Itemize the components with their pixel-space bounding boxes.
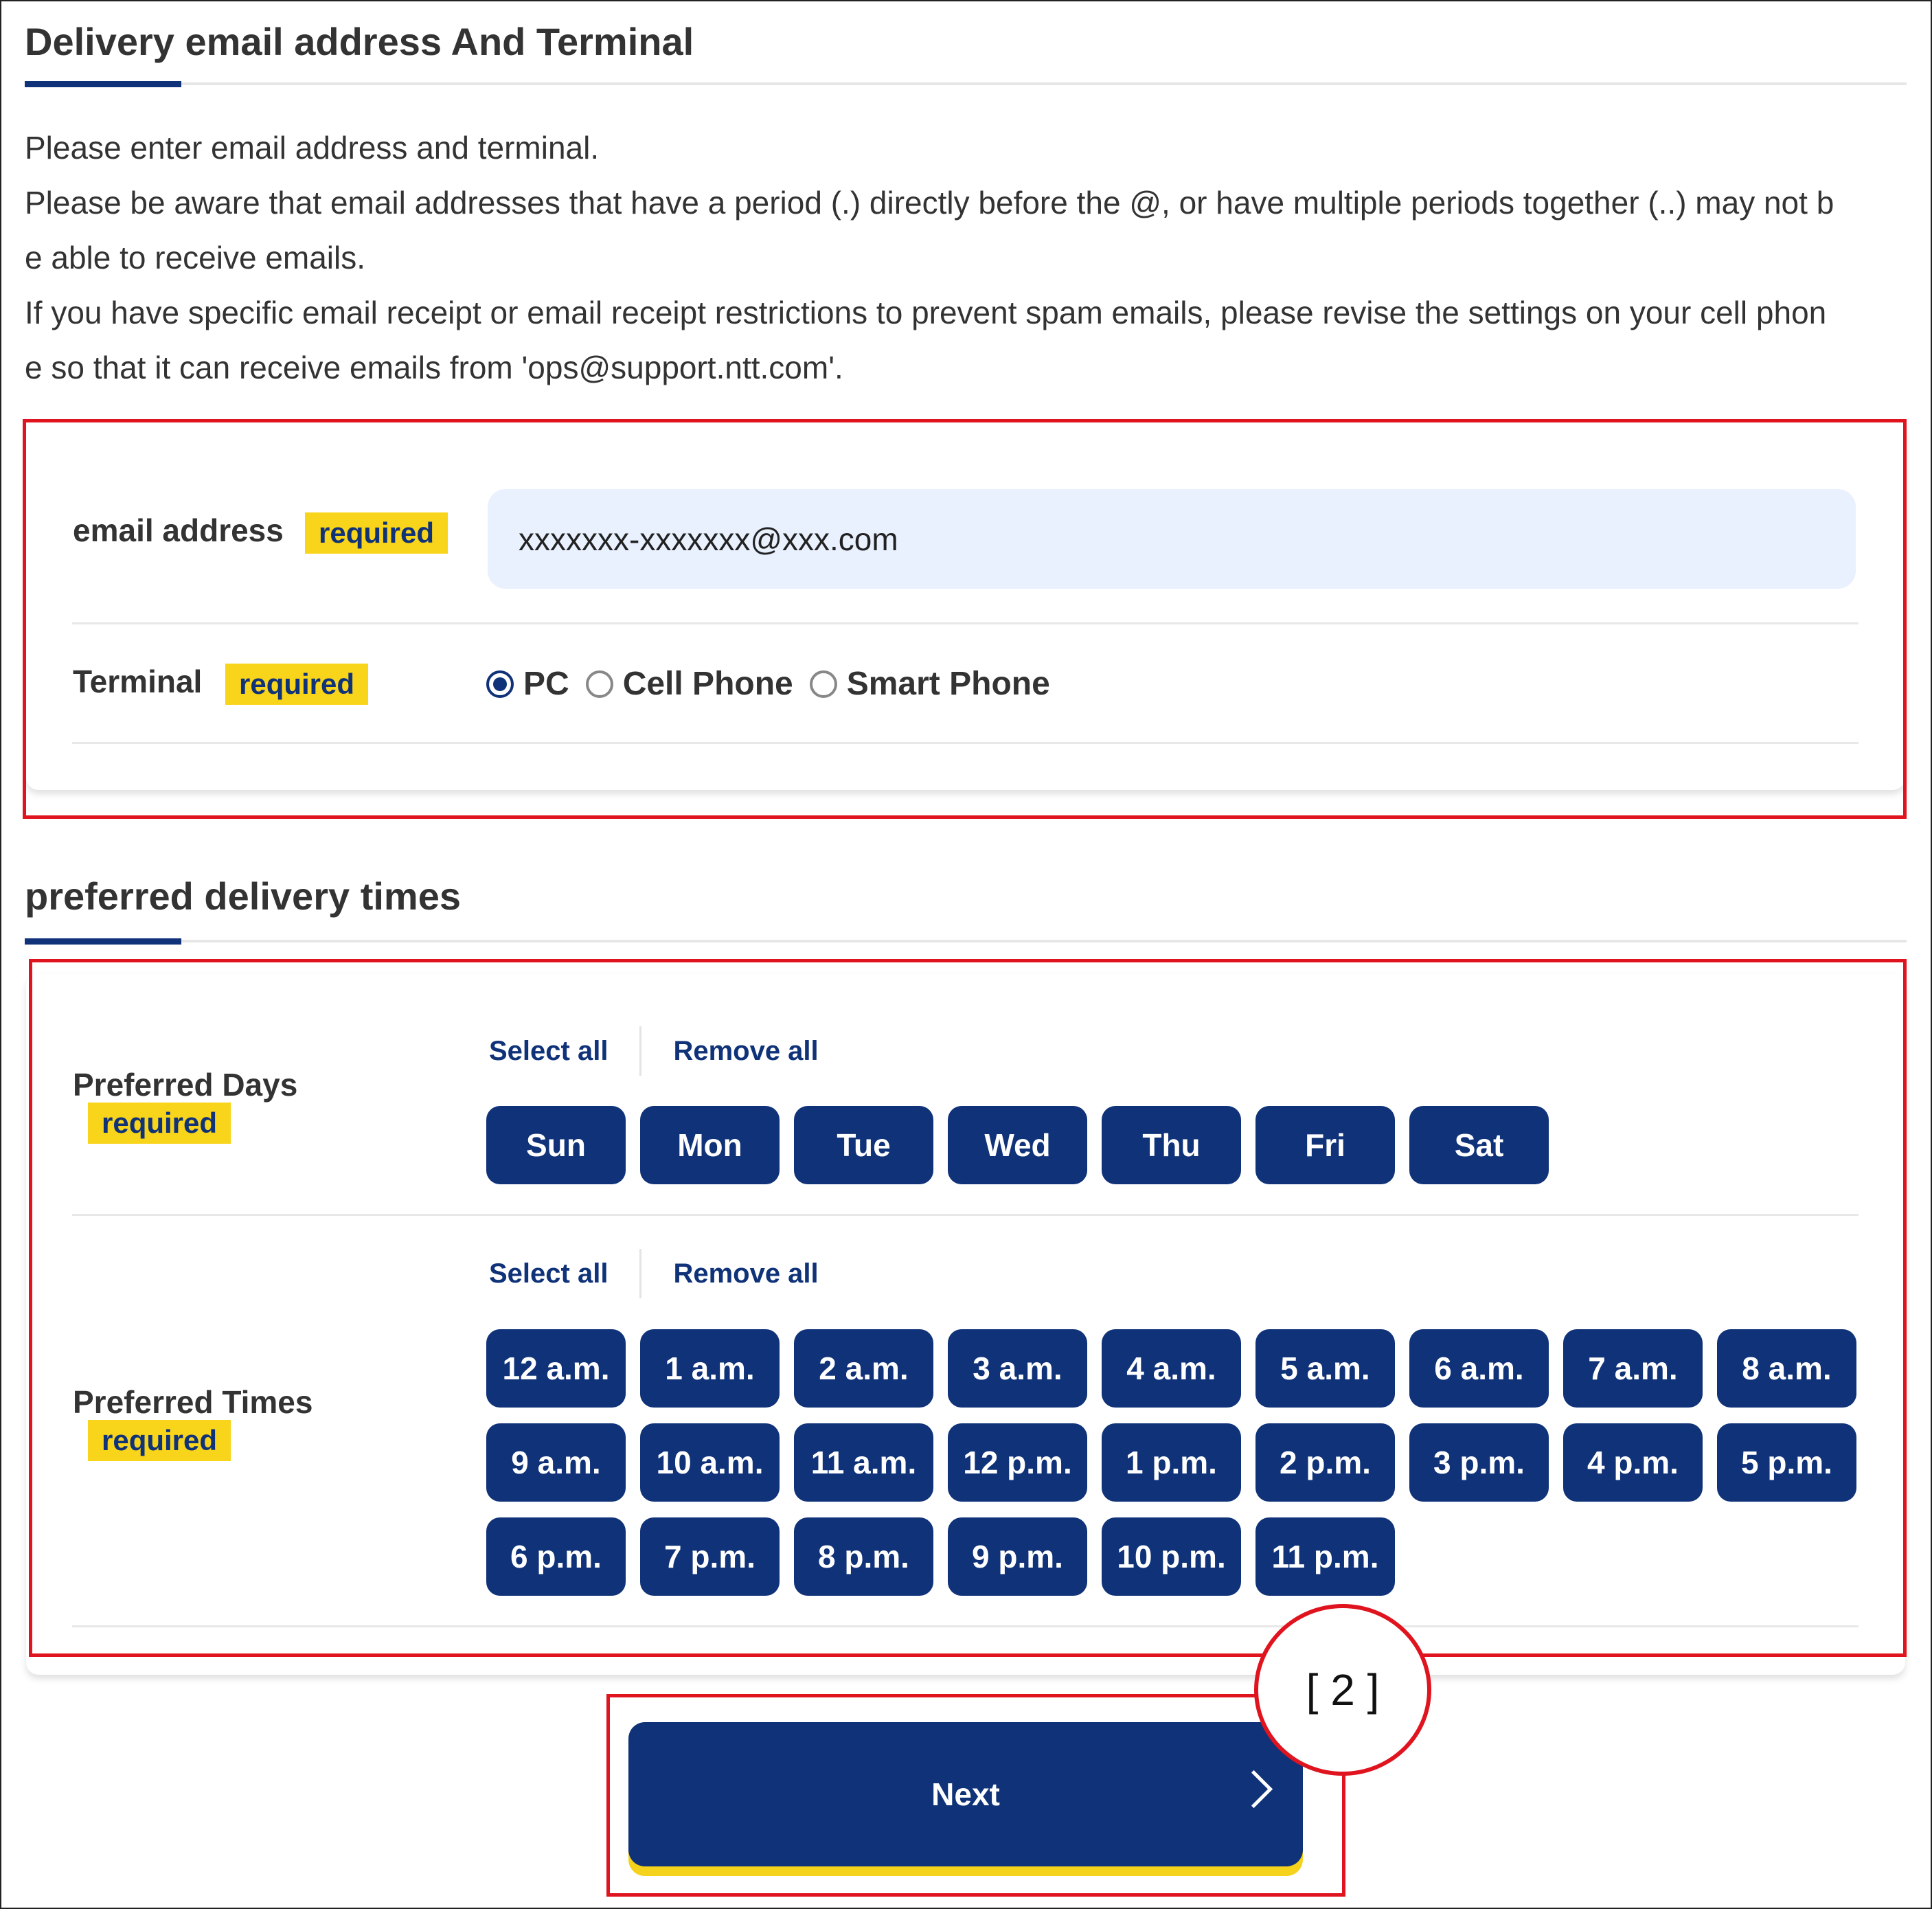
time-chip[interactable]: 4 a.m. [1102, 1329, 1241, 1408]
days-remove-all-link[interactable]: Remove all [673, 1035, 819, 1066]
time-chip[interactable]: 6 a.m. [1409, 1329, 1549, 1408]
required-badge: required [225, 664, 368, 705]
preferred-days-label: Preferred Days [73, 1067, 298, 1103]
time-chip[interactable]: 1 a.m. [640, 1329, 780, 1408]
intro-line: e able to receive emails. [25, 240, 366, 275]
day-chip-fri[interactable]: Fri [1255, 1106, 1395, 1184]
day-chip-tue[interactable]: Tue [794, 1106, 933, 1184]
day-chip-mon[interactable]: Mon [640, 1106, 780, 1184]
terminal-option-label: Smart Phone [846, 666, 1050, 702]
day-chip-sat[interactable]: Sat [1409, 1106, 1549, 1184]
title-accent-bar [25, 81, 181, 87]
time-chip[interactable]: 12 a.m. [486, 1329, 626, 1408]
highlight-box-delivery-times [29, 959, 1907, 1657]
intro-line: If you have specific email receipt or email receipt restrictions to prevent spam emails, please revise the settings on your cell phon [25, 295, 1827, 330]
time-chip[interactable]: 12 p.m. [948, 1423, 1087, 1502]
step-callout: [ 2 ] [1254, 1604, 1431, 1776]
time-chip[interactable]: 5 p.m. [1717, 1423, 1856, 1502]
next-button[interactable] [628, 1722, 1303, 1866]
terminal-option-label: Cell Phone [622, 666, 793, 702]
email-address-label: email address [73, 512, 284, 548]
time-chip[interactable]: 3 a.m. [948, 1329, 1087, 1408]
time-chip[interactable]: 8 a.m. [1717, 1329, 1856, 1408]
time-chip[interactable]: 3 p.m. [1409, 1423, 1549, 1502]
time-chip[interactable]: 10 p.m. [1102, 1517, 1241, 1596]
time-chip[interactable]: 5 a.m. [1255, 1329, 1395, 1408]
time-chip[interactable]: 7 p.m. [640, 1517, 780, 1596]
time-chip[interactable]: 7 a.m. [1563, 1329, 1703, 1408]
preferred-times-label: Preferred Times [73, 1384, 313, 1420]
required-badge: required [305, 512, 448, 554]
required-badge: required [88, 1103, 231, 1144]
title-divider [25, 82, 1907, 85]
required-badge: required [88, 1420, 231, 1461]
days-select-all-link[interactable]: Select all [489, 1035, 609, 1066]
section-title-preferred-times: preferred delivery times [25, 874, 461, 918]
time-chip[interactable]: 1 p.m. [1102, 1423, 1241, 1502]
time-chip[interactable]: 6 p.m. [486, 1517, 626, 1596]
terminal-option-label: PC [523, 666, 569, 702]
time-chip[interactable]: 4 p.m. [1563, 1423, 1703, 1502]
time-chip[interactable]: 10 a.m. [640, 1423, 780, 1502]
highlight-box-email-terminal [23, 419, 1907, 819]
day-chip-thu[interactable]: Thu [1102, 1106, 1241, 1184]
time-chip[interactable]: 2 a.m. [794, 1329, 933, 1408]
time-chip[interactable]: 11 a.m. [794, 1423, 933, 1502]
terminal-label: Terminal [73, 664, 203, 699]
title-divider [25, 940, 1907, 942]
chevron-right-icon [1235, 1770, 1273, 1808]
day-chip-sun[interactable]: Sun [486, 1106, 626, 1184]
times-remove-all-link[interactable]: Remove all [673, 1258, 819, 1289]
intro-text [25, 120, 1907, 395]
title-accent-bar [25, 938, 181, 945]
intro-line: Please be aware that email addresses that have a period (.) directly before the @, or have multiple periods together (..) may not b [25, 185, 1834, 221]
section-title-delivery-email: Delivery email address And Terminal [25, 20, 694, 63]
times-select-all-link[interactable]: Select all [489, 1258, 609, 1289]
day-chip-wed[interactable]: Wed [948, 1106, 1087, 1184]
time-chip[interactable]: 8 p.m. [794, 1517, 933, 1596]
time-chip[interactable]: 2 p.m. [1255, 1423, 1395, 1502]
time-chip[interactable]: 11 p.m. [1255, 1517, 1395, 1596]
time-chip[interactable]: 9 p.m. [948, 1517, 1087, 1596]
time-chip[interactable]: 9 a.m. [486, 1423, 626, 1502]
intro-line: e so that it can receive emails from 'ops@support.ntt.com'. [25, 350, 843, 385]
next-button-label: Next [931, 1776, 1000, 1812]
intro-line: Please enter email address and terminal. [25, 130, 600, 166]
